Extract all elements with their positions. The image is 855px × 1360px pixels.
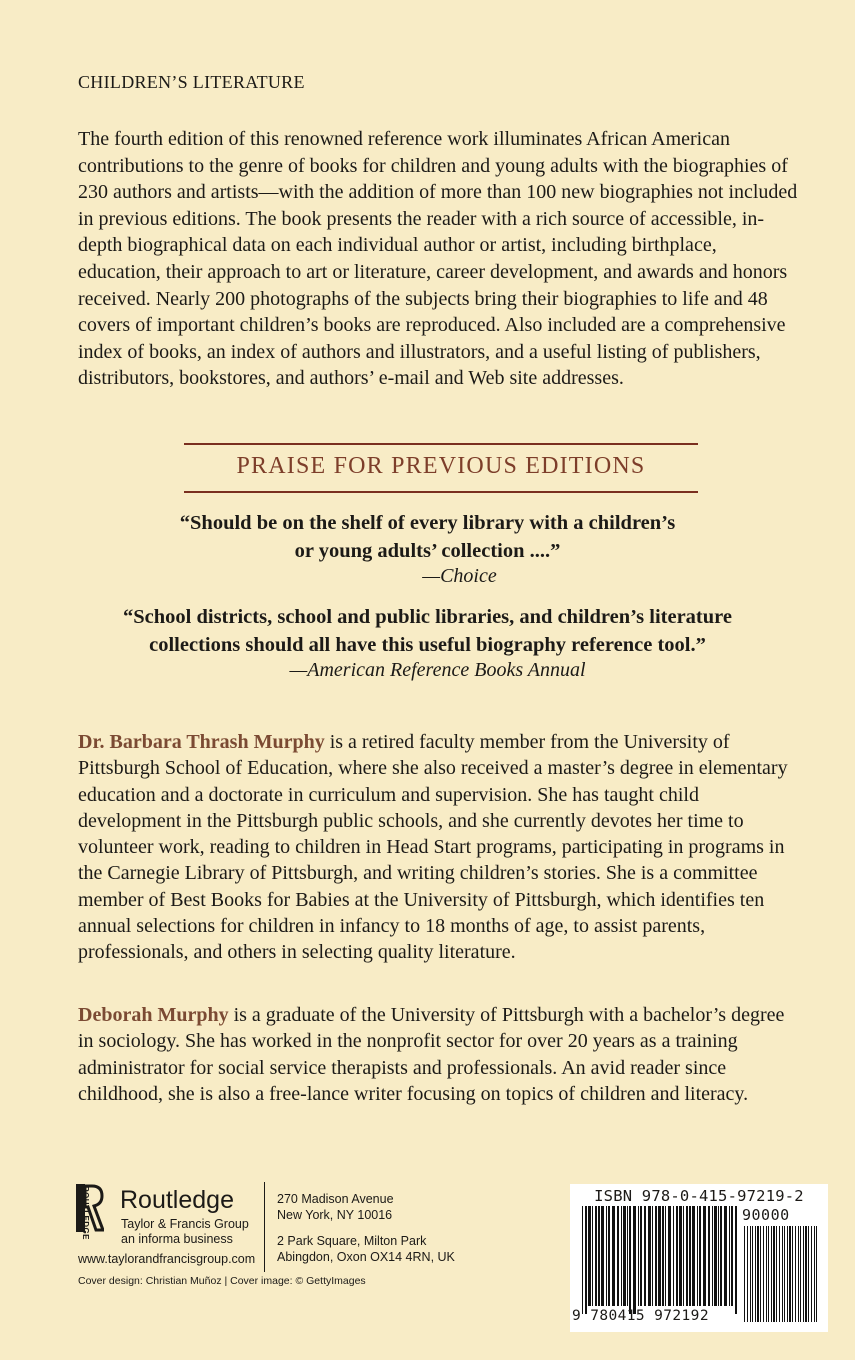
price-code: 90000 (742, 1206, 790, 1224)
barcode-bar (686, 1206, 688, 1306)
barcode-bar (773, 1226, 775, 1322)
barcode-bar (789, 1226, 791, 1322)
barcode-bar (735, 1206, 737, 1314)
barcode-bar (816, 1226, 817, 1322)
barcode-bar (731, 1206, 733, 1306)
quote-line: or young adults’ collection ....” (294, 540, 561, 562)
barcode-bar (714, 1206, 717, 1306)
praise-quote-2 (0, 603, 855, 659)
barcode-bar (588, 1206, 591, 1306)
barcode-bar (795, 1226, 796, 1322)
barcode-bar (606, 1206, 607, 1306)
barcode-bar (673, 1206, 674, 1306)
barcode-digits: 9 780415 972192 (572, 1308, 709, 1324)
barcode-bar (621, 1206, 622, 1306)
barcode-bar (648, 1206, 651, 1306)
praise-heading-box (184, 443, 698, 493)
barcode-bar (729, 1206, 730, 1306)
author-name: Deborah Murphy (78, 1004, 229, 1026)
barcode-bar (718, 1206, 719, 1306)
barcode-bar (808, 1226, 809, 1322)
barcode-bar (811, 1226, 812, 1322)
barcode-bar (692, 1206, 695, 1306)
barcode-bar (699, 1206, 701, 1306)
barcode-bar (592, 1206, 593, 1306)
barcode-bar (747, 1226, 748, 1322)
barcode-bar (757, 1226, 759, 1322)
barcode-bar (798, 1226, 799, 1322)
publisher-logo-vertical: ROUTLEDGE (81, 1186, 90, 1240)
barcode-bar (755, 1226, 756, 1322)
barcode-bar (585, 1206, 587, 1314)
category-label: CHILDREN’S LITERATURE (78, 72, 305, 92)
barcode-bar (623, 1206, 626, 1306)
barcode-bar (697, 1206, 698, 1306)
barcode-bar (627, 1206, 628, 1306)
publisher-website: www.taylorandfrancisgroup.com (78, 1252, 256, 1266)
quote-source-2: —American Reference Books Annual (289, 659, 586, 681)
publisher-group-name: Taylor & Francis Group (121, 1217, 249, 1231)
barcode-bar (712, 1206, 713, 1306)
barcode-bar (800, 1226, 801, 1322)
barcode-bar (768, 1226, 769, 1322)
barcode-bar (676, 1206, 678, 1306)
barcode-bar (658, 1206, 661, 1306)
barcode-bar (750, 1226, 751, 1322)
barcode-bar (744, 1226, 745, 1322)
barcode-bar (665, 1206, 666, 1306)
barcode-bar (601, 1206, 604, 1306)
barcode-bar (595, 1206, 597, 1306)
address-line: 2 Park Square, Milton Park (277, 1234, 427, 1248)
barcode-bar (771, 1226, 772, 1322)
author-bio-2 (78, 1002, 798, 1107)
barcode-bar (724, 1206, 727, 1306)
barcode-bar (776, 1226, 777, 1322)
barcode-bar (612, 1206, 615, 1306)
praise-heading: PRAISE FOR PREVIOUS EDITIONS (236, 453, 646, 479)
address-line: 270 Madison Avenue (277, 1192, 394, 1206)
barcode-bar (803, 1226, 804, 1322)
barcode-bar (689, 1206, 691, 1306)
quote-line: collections should all have this useful biography reference tool.” (149, 634, 706, 656)
barcode-bar (668, 1206, 671, 1306)
barcode-bar (679, 1206, 682, 1306)
author-bio-text: is a retired faculty member from the University of Pittsburgh School of Education, where she also received a master’s degree in elementary education and a doctorate in curriculum and supervision. She has taught child development in the Pittsburgh public schools, and she currently devotes her time to volunteer work, reading to children in Head Start programs, participating in programs in the Carnegie Library of Pittsburgh, and writing children’s stories. She is a committee member of Best Books for Babies at the University of Pittsburgh, which identifies ten annual selections for children in infancy to 18 months of age, to assist parents, professionals, and others in selecting quality literature. (78, 731, 788, 964)
publisher-divider (264, 1182, 265, 1272)
barcode-bar (763, 1226, 764, 1322)
barcode-bar (814, 1226, 815, 1322)
barcode-bar (805, 1226, 807, 1322)
barcode-addon-bars (742, 1226, 820, 1322)
publisher-tagline: an informa business (121, 1232, 233, 1246)
barcode-bar (638, 1206, 639, 1306)
barcode-bar (752, 1226, 753, 1322)
barcode-bar (617, 1206, 619, 1306)
quote-source-1: —Choice (422, 565, 497, 587)
quote-line: “Should be on the shelf of every library with a children’s (179, 512, 676, 534)
praise-quote-1 (0, 509, 855, 565)
barcode-bar (662, 1206, 664, 1306)
address-line: Abingdon, Oxon OX14 4RN, UK (277, 1249, 455, 1264)
barcode-bar (760, 1226, 761, 1322)
barcode-bar (598, 1206, 600, 1306)
barcode-bar (787, 1226, 788, 1322)
barcode-bar (784, 1226, 785, 1322)
barcode-bar (708, 1206, 710, 1306)
barcode-bar (720, 1206, 722, 1306)
barcode-bar (779, 1226, 780, 1322)
barcode-bar (655, 1206, 657, 1306)
barcode-bar (782, 1226, 783, 1322)
barcode-bar (633, 1206, 636, 1314)
publisher-address (277, 1192, 455, 1265)
book-description: The fourth edition of this renowned reference work illuminates African American contributions to the genre of books for children and young adults with the biographies of 230 authors and artists—with the addition of more than 100 new biographies not included in previous editions. The book presents the reader with a rich source of accessible, in-depth biographical data on each individual author or artist, including birthplace, education, their approach to art or literature, career development, and awards and honors received. Nearly 200 photographs of the subjects bring their biographies to life and 48 covers of important children’s books are reproduced. Also included are a comprehensive index of books, an index of authors and illustrators, and a useful listing of publishers, distributors, bookstores, and authors’ e-mail and Web site addresses. (78, 128, 798, 390)
barcode-bar (766, 1226, 767, 1322)
barcode-bar (640, 1206, 642, 1306)
address-line: New York, NY 10016 (277, 1207, 393, 1222)
barcode-bar (703, 1206, 706, 1306)
barcode-bar (683, 1206, 684, 1306)
barcode-bar (629, 1206, 631, 1314)
publisher-name: Routledge (120, 1186, 234, 1214)
author-bio-text: is a graduate of the University of Pittsburgh with a bachelor’s degree in sociology. She has worked in the nonprofit sector for over 20 years as a training administrator for social service therapists and professionals. An avid reader since childhood, she is also a free-lance writer focusing on topics of children and literacy. (78, 1004, 785, 1105)
cover-credits: Cover design: Christian Muñoz | Cover image: © GettyImages (78, 1275, 366, 1287)
barcode-bar (652, 1206, 653, 1306)
barcode-bar (792, 1226, 793, 1322)
barcode-bar (582, 1206, 583, 1314)
author-bio-1 (78, 729, 798, 966)
barcode-bar (644, 1206, 646, 1306)
author-name: Dr. Barbara Thrash Murphy (78, 731, 325, 753)
quote-line: “School districts, school and public libraries, and children’s literature (123, 606, 732, 628)
isbn-barcode (570, 1184, 828, 1332)
barcode-bar (608, 1206, 610, 1306)
isbn-label: ISBN 978-0-415-97219-2 (594, 1187, 804, 1205)
publisher-group (121, 1217, 249, 1247)
